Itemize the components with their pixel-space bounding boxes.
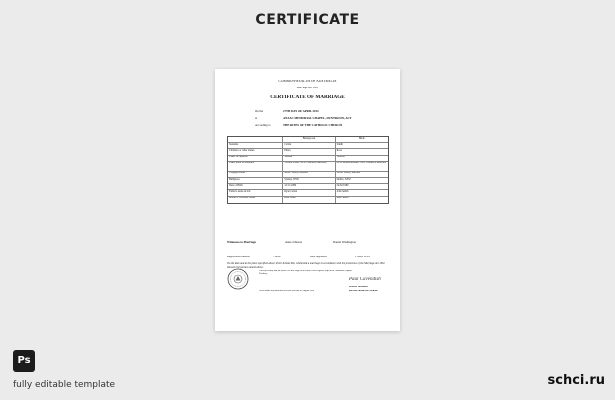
- registration-number: 754097: [273, 256, 282, 258]
- row-label: Father's name in full: [228, 190, 283, 195]
- declaration-text: On the date and at the place specified above, Peter & Kate Ris, celebrated a marriage in accordance with the provisions of the Marriage Act 1961 between the parties named above.: [227, 262, 385, 269]
- issuer-line: COMMONWEALTH OF AUSTRALIA: [278, 80, 337, 83]
- particulars-table: [227, 136, 389, 204]
- bride-value: Smith: [336, 143, 343, 146]
- bride-column-header: Bride: [358, 137, 365, 140]
- groom-value: Sydney, NSW: [283, 178, 335, 183]
- row-label: Date of Birth: [228, 184, 283, 189]
- row-label: Usual Occupation: [228, 156, 283, 161]
- table-header-blank: [228, 137, 283, 142]
- groom-value: 12/11/1989: [283, 184, 335, 189]
- bride-value: Rose: [336, 149, 342, 152]
- groom-value: 1 Huon Street, NSW Canberra, Australia: [283, 162, 335, 171]
- rites-label: According to: [255, 124, 271, 127]
- groom-value: Ethan: [283, 149, 335, 154]
- date-value: 27TH DAY OF APRIL 2014: [283, 110, 319, 113]
- photoshop-icon: Ps: [13, 350, 35, 372]
- certificate-title: CERTIFICATE OF MARRIAGE: [270, 95, 345, 100]
- bride-value: 24/02/1989: [336, 184, 349, 187]
- page-heading: CERTIFICATE: [255, 12, 360, 28]
- bride-value: John Smith: [336, 190, 349, 193]
- row-label: Christian or other names: [228, 149, 283, 154]
- table-row: [228, 197, 388, 203]
- registrar-signature: Paul Cavendish: [349, 277, 381, 282]
- act-line: Marriage Act 1961: [296, 87, 319, 89]
- groom-value: Student: [283, 156, 335, 161]
- groom-column-header: Bridegroom: [283, 137, 335, 142]
- place-value: ANZAC MEMORIAL CHAPEL, DUNTROON, ACT: [283, 117, 352, 120]
- date-registered-label: Date registered: [310, 256, 328, 258]
- place-label: at: [255, 117, 258, 120]
- rites-value: THE RITES OF THE CATHOLIC CHURCH: [283, 124, 342, 127]
- witness-one: Anne Johnson: [285, 241, 303, 244]
- groom-value: Never Validly Married: [283, 172, 335, 177]
- groom-value: Callan: [283, 143, 335, 148]
- row-label: Usual place of residence: [228, 162, 283, 171]
- bride-value: Never Validly Married: [336, 171, 361, 175]
- row-label: Conjugal status: [228, 172, 283, 177]
- groom-value: Kate Jones: [283, 197, 335, 203]
- row-label: Mother's Christian Name: [228, 197, 283, 203]
- brand-logo[interactable]: schci.ru: [547, 373, 605, 388]
- issued-line: Given under my hand and seal this 20th day of August 2014: [259, 290, 315, 292]
- registrar-title: REGISTRAR-GENERAL: [349, 290, 379, 292]
- witnesses-label: Witnesses to Marriage: [227, 241, 256, 244]
- bride-value: Dubbo, NSW: [336, 177, 351, 181]
- row-label: Birthplace: [228, 178, 283, 183]
- registrar-name: DAVID MORRIS: [349, 286, 369, 288]
- groom-value: Ryan Callan: [283, 190, 335, 195]
- registration-label: Registration number: [227, 256, 250, 258]
- template-caption: fully editable template: [13, 380, 116, 390]
- marriage-certificate: [215, 69, 400, 331]
- date-label: On the: [255, 110, 264, 113]
- bride-value: Kate Smith: [336, 196, 349, 200]
- bride-value: Teacher: [336, 155, 345, 159]
- witness-two: Daniel Washington: [333, 241, 356, 244]
- official-seal-icon: [227, 268, 249, 290]
- date-registered: 1 MAY 2014: [355, 256, 370, 258]
- table-row: [228, 162, 388, 172]
- seal-note: I hereby certify that the above is a true copy of an entry of the Register kept in the Australian Capital Territory.: [259, 270, 352, 275]
- bride-value: 88 St Albans Avenue, NSW Canberra, Australia: [336, 161, 387, 165]
- row-label: Surname: [228, 143, 283, 148]
